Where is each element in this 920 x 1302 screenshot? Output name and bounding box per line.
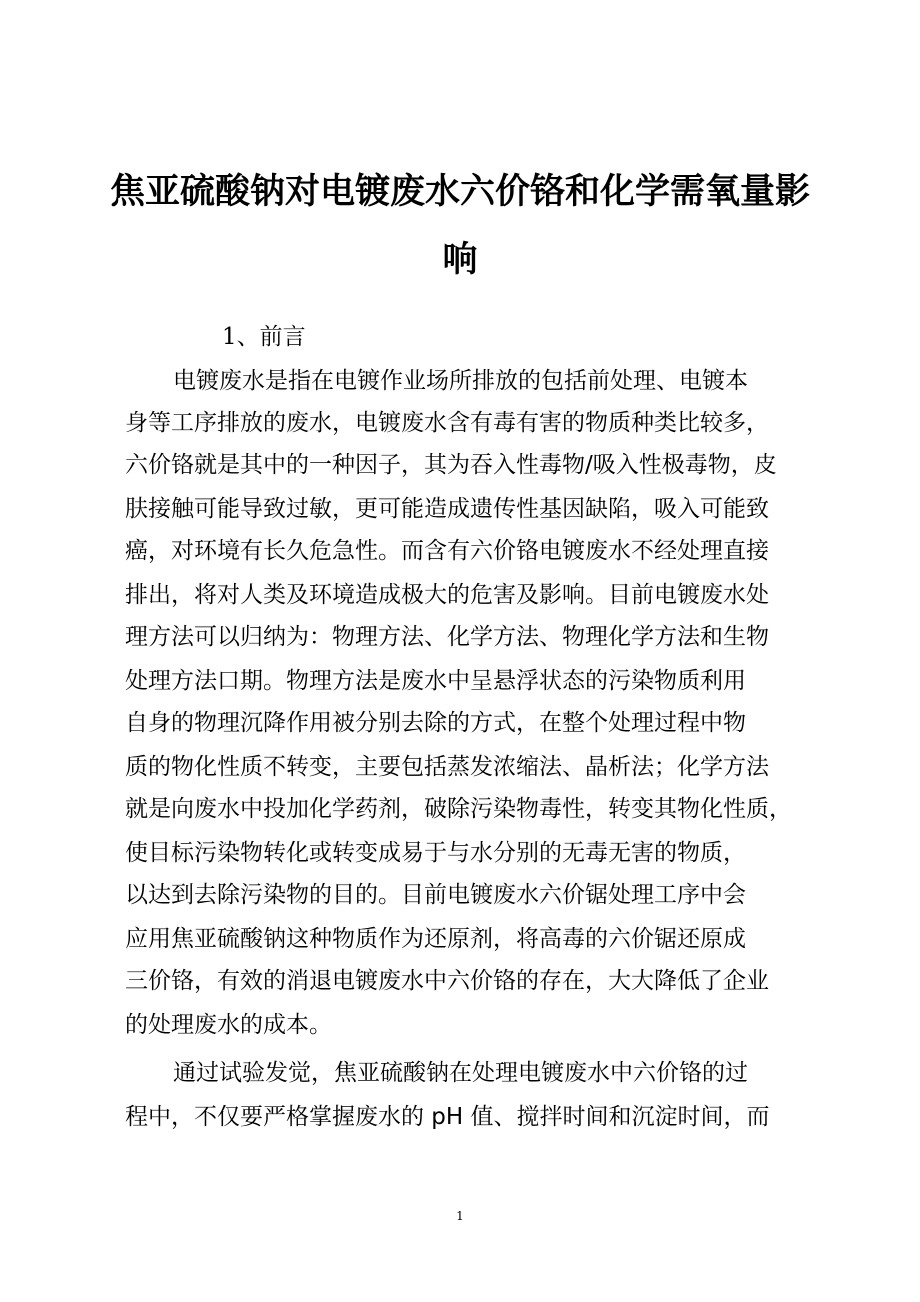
- paragraph-1-line: 质的物化性质不转变，主要包括蒸发浓缩法、晶析法；化学方法: [125, 754, 769, 780]
- paragraph-1-line: 癌，对环境有长久危急性。而含有六价铬电镀废水不经处理直接: [125, 538, 769, 564]
- paragraph-1-line: 使目标污染物转化或转变成易于与水分别的无毒无害的物质，: [125, 840, 746, 866]
- paragraph-1-line: 电镀废水是指在电镀作业场所排放的包括前处理、电镀本: [173, 368, 748, 394]
- paragraph-1-line: 就是向废水中投加化学药剂，破除污染物毒性，转变其物化性质，: [125, 796, 792, 822]
- paragraph-1-line: 以达到去除污染物的目的。目前电镀废水六价锯处理工序中会: [125, 882, 746, 908]
- paragraph-1-line: 三价铬，有效的消退电镀废水中六价铬的存在，大大降低了企业: [125, 968, 769, 994]
- paragraph-1-line: 六价铬就是其中的一种因子，其为吞入性毒物/吸入性极毒物，皮: [125, 452, 777, 478]
- paragraph-2-line: 程中，不仅要严格掌握废水的 pH 值、搅拌时间和沉淀时间，而: [125, 1104, 770, 1130]
- paragraph-1-line: 处理方法口期。物理方法是废水中呈悬浮状态的污染物质利用: [125, 668, 746, 694]
- paragraph-1-line: 理方法可以归纳为：物理方法、化学方法、物理化学方法和生物: [125, 624, 769, 650]
- paragraph-1-line: 应用焦亚硫酸钠这种物质作为还原剂，将高毒的六价锯还原成: [125, 926, 746, 952]
- paragraph-2-line: 通过试验发觉，焦亚硫酸钠在处理电镀废水中六价铬的过: [173, 1060, 748, 1086]
- document-title-line-2: 响: [442, 240, 478, 280]
- section-heading: 1、前言: [222, 324, 306, 350]
- paragraph-1-line: 的处理废水的成本。: [125, 1012, 332, 1038]
- paragraph-1-line: 肤接触可能导致过敏，更可能造成遗传性基因缺陷，吸入可能致: [125, 496, 769, 522]
- paragraph-1-line: 自身的物理沉降作用被分别去除的方式，在整个处理过程中物: [125, 710, 746, 736]
- paragraph-1-line: 排出，将对人类及环境造成极大的危害及影响。目前电镀废水处: [125, 582, 769, 608]
- paragraph-1-line: 身等工序排放的废水，电镀废水含有毒有害的物质种类比较多，: [125, 410, 769, 436]
- page-number: 1: [456, 1209, 464, 1223]
- document-title-line-1: 焦亚硫酸钠对电镀废水六价铬和化学需氧量影: [109, 172, 810, 212]
